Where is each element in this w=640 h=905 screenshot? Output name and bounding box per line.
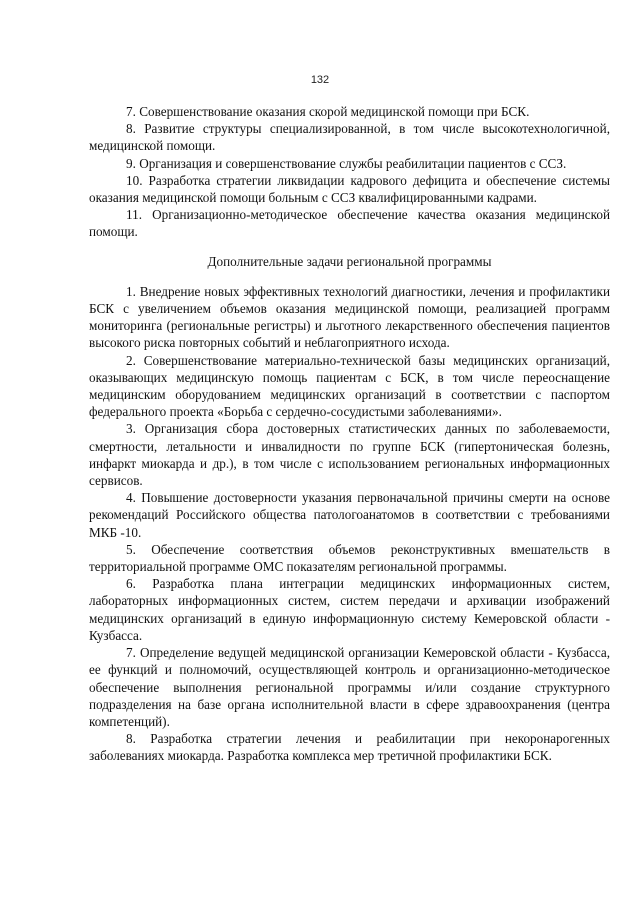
- list-item: 3. Организация сбора достоверных статистических данных по заболеваемости, смертности, летальности и инвалидности по группе БСК (гипертоническая болезнь, инфаркт миокарда и др.), в том числе с использованием региональных информационных сервисов.: [89, 421, 610, 489]
- list-item: 2. Совершенствование материально-технической базы медицинских организаций, оказывающих медицинскую помощь пациентам с БСК, в том числе переоснащение медицинским оборудованием медицинских организаций в соответствии с паспортом федерального проекта «Борьба с сердечно-сосудистыми заболеваниями».: [89, 352, 610, 420]
- list-item: 5. Обеспечение соответствия объемов реконструктивных вмешательств в территориальной программе ОМС показателям региональной программы.: [89, 541, 610, 575]
- list-item: 8. Разработка стратегии лечения и реабилитации при некоронарогенных заболеваниях миокарда. Разработка комплекса мер третичной профилактики БСК.: [89, 731, 610, 764]
- list-item: 1. Внедрение новых эффективных технологий диагностики, лечения и профилактики БСК с увеличением объемов оказания медицинской помощи, реализацией программ мониторинга (региональные регистры) и льготного лекарственного обеспечения пациентов высокого риска повторных событий и неблагоприятного исхода.: [89, 283, 610, 351]
- list-item: 9. Организация и совершенствование службы реабилитации пациентов с ССЗ.: [126, 155, 567, 171]
- list-item: 8. Развитие структуры специализированной, в том числе высокотехнологичной, медицинской помощи.: [89, 121, 610, 154]
- list-item: 7. Определение ведущей медицинской организации Кемеровской области - Кузбасса, ее функций и полномочий, осуществляющей контроль и организационно-методическое обеспечение выполнения региональной программы и/или создание структурного подразделения на базе органа исполнительной власти в сфере здравоохранения (центра компетенций).: [89, 645, 610, 729]
- document-body: [89, 103, 610, 765]
- section-heading: Дополнительные задачи региональной программы: [207, 253, 492, 269]
- list-item: 11. Организационно-методическое обеспечение качества оказания медицинской помощи.: [89, 207, 610, 240]
- list-item: 10. Разработка стратегии ликвидации кадрового дефицита и обеспечение системы оказания медицинской помощи больным с ССЗ квалифицированными кадрами.: [89, 172, 610, 206]
- list-item: 6. Разработка плана интеграции медицинских информационных систем, лабораторных информационных систем, систем передачи и архивации изображений медицинских организаций в единую информационную систему Кемеровской области - Кузбасса.: [89, 576, 610, 643]
- page-number: 132: [310, 74, 330, 86]
- list-item: 7. Совершенствование оказания скорой медицинской помощи при БСК.: [126, 104, 530, 119]
- list-item: 4. Повышение достоверности указания первоначальной причины смерти на основе рекомендаций Российского общества патологоанатомов в соответствии с требованиями МКБ -10.: [89, 490, 610, 540]
